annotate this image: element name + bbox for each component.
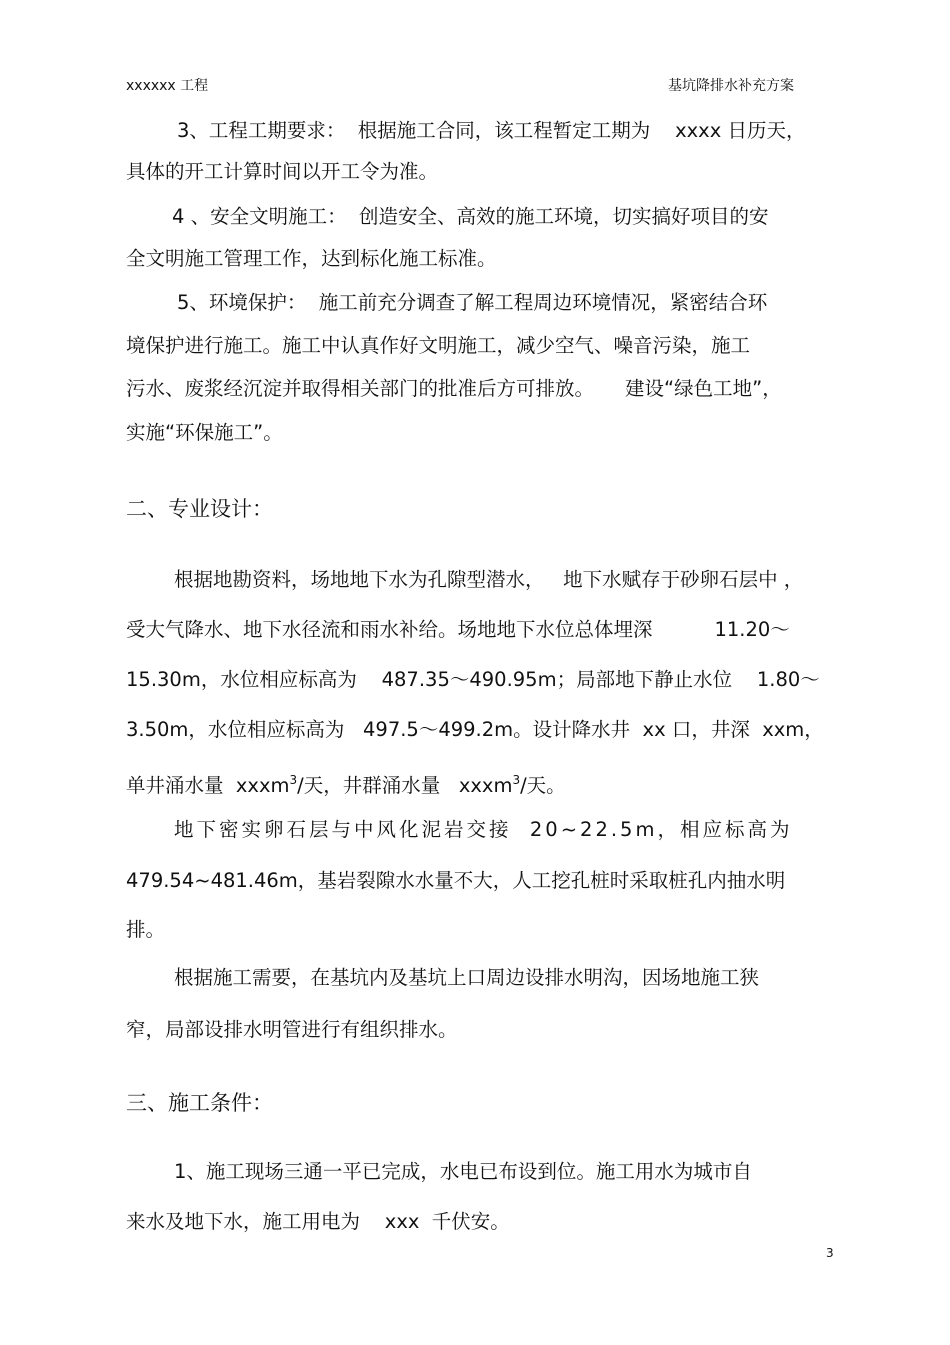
paragraph-line: 地下密实卵石层与中风化泥岩交接 20~22.5m，相应标高为 (174, 818, 793, 841)
page-number: 3 (826, 1246, 834, 1260)
paragraph-line: 全文明施工管理工作，达到标化施工标准。 (126, 247, 497, 270)
paragraph-line: 实施“环保施工”。 (126, 421, 283, 444)
paragraph-line: 受大气降水、地下水径流和雨水补给。场地地下水位总体埋深 11.20～ (126, 618, 790, 641)
header-document-title: 基坑降排水补充方案 (668, 78, 794, 94)
text-run: 单井涌水量 xxxm (126, 774, 290, 797)
paragraph-line: 479.54~481.46m，基岩裂隙水水量不大，人工挖孔桩时采取桩孔内抽水明 (126, 869, 786, 892)
paragraph-line: 3、工程工期要求： 根据施工合同，该工程暂定工期为 xxxx 日历天， (177, 119, 806, 142)
section-heading: 三、施工条件： (126, 1091, 273, 1115)
paragraph-line: 来水及地下水，施工用电为 xxx 千伏安。 (126, 1210, 510, 1233)
paragraph-line: 污水、废浆经沉淀并取得相关部门的批准后方可排放。 建设“绿色工地”， (126, 377, 782, 400)
paragraph-line: 5、环境保护： 施工前充分调查了解工程周边环境情况，紧密结合环 (177, 291, 768, 314)
paragraph-line: 具体的开工计算时间以开工令为准。 (126, 160, 439, 183)
paragraph-line: 4 、安全文明施工： 创造安全、高效的施工环境，切实搞好项目的安 (172, 205, 769, 228)
header-project-name: xxxxxx 工程 (126, 78, 209, 94)
superscript: 3 (512, 773, 521, 787)
paragraph-line-well-yield (126, 765, 566, 801)
paragraph-line: 根据施工需要，在基坑内及基坑上口周边设排水明沟，因场地施工狭 (174, 966, 760, 989)
paragraph-line: 排。 (126, 918, 166, 941)
paragraph-line: 根据地勘资料，场地地下水为孔隙型潜水， 地下水赋存于砂卵石层中 ， (174, 568, 804, 591)
superscript: 3 (289, 773, 298, 787)
paragraph-line: 窄，局部设排水明管进行有组织排水。 (126, 1018, 458, 1041)
paragraph-line: 境保护进行施工。施工中认真作好文明施工，减少空气、噪音污染，施工 (126, 334, 751, 357)
text-run: /天，井群涌水量 xxxm (297, 774, 513, 797)
paragraph-line: 1、施工现场三通一平已完成，水电已布设到位。施工用水为城市自 (174, 1160, 752, 1183)
paragraph-line: 3.50m，水位相应标高为 497.5～499.2m。设计降水井 xx 口，井深 xxm， (126, 718, 824, 741)
paragraph-line: 15.30m，水位相应标高为 487.35～490.95m；局部地下静止水位 1.80～ (126, 668, 820, 691)
text-run: /天。 (520, 774, 566, 797)
section-heading: 二、专业设计： (126, 497, 273, 521)
